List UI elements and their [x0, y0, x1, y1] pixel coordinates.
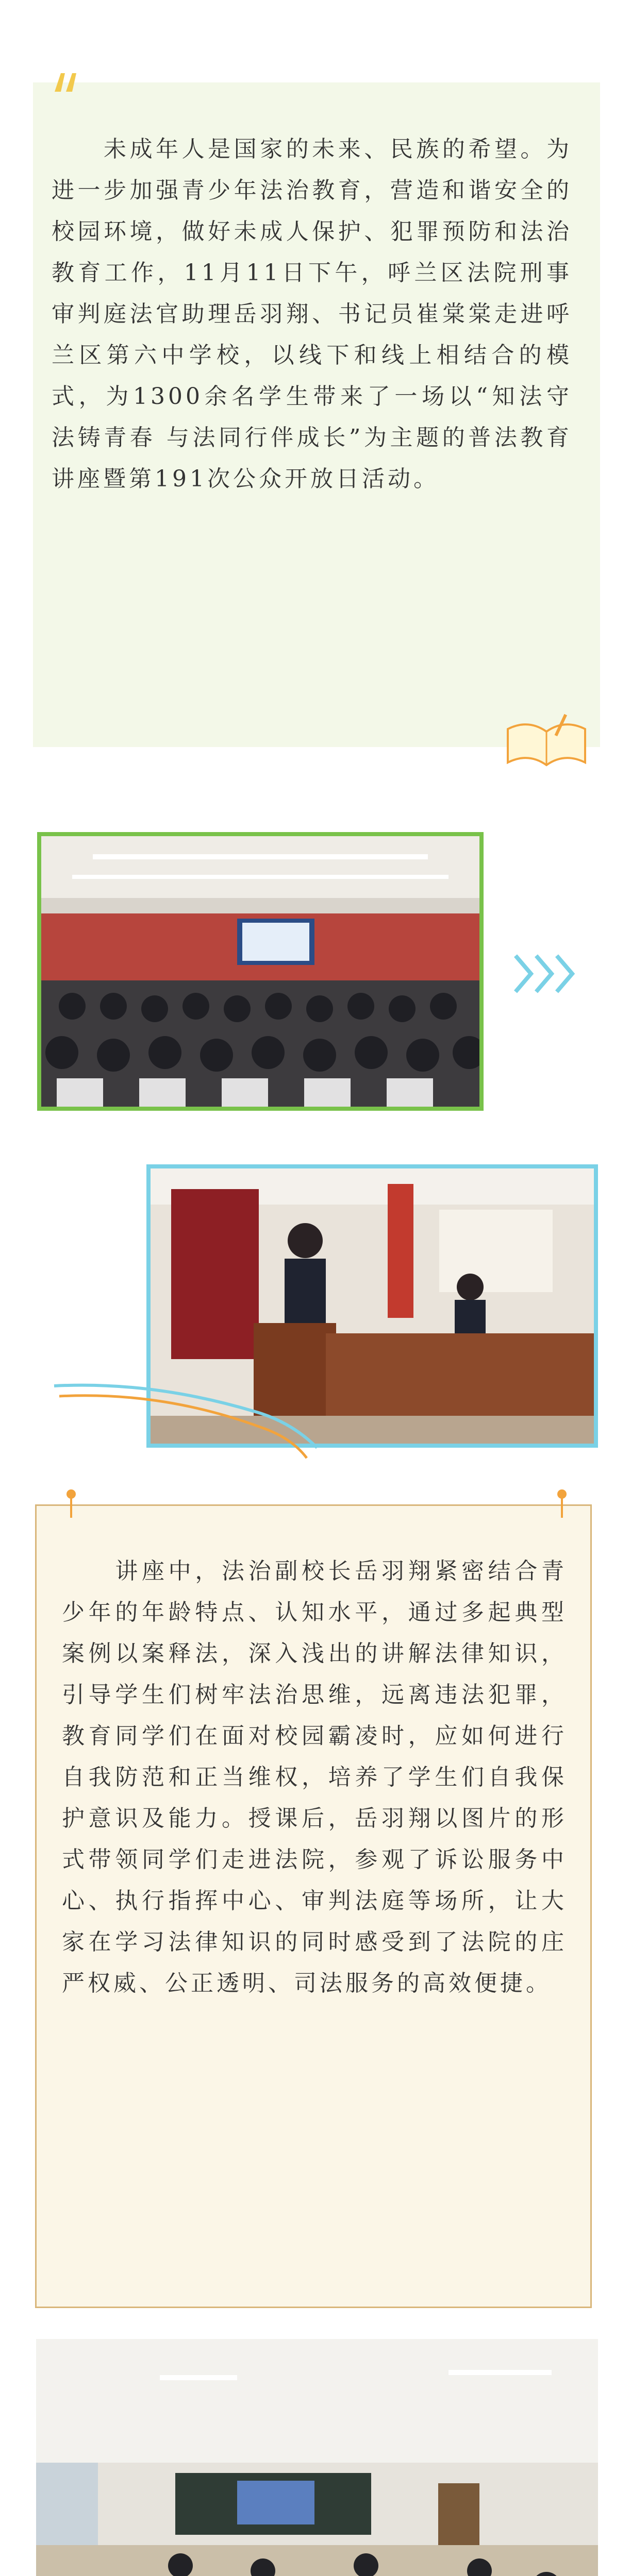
chevron-right-icon: [510, 951, 577, 997]
intro-paragraph: 未成年人是国家的未来、民族的希望。为进一步加强青少年法治教育，营造和谐安全的校园环境，做好未成人保护、犯罪预防和法治教育工作，11月11日下午，呼兰区法院刑事审判庭法官助理岳羽翔、书记员崔棠棠走进呼兰区第六中学校，以线下和线上相结合的模式，为1300余名学生带来了一场以“知法守法铸青春 与法同行伴成长”为主题的普法教育讲座暨第191次公众开放日活动。: [52, 136, 572, 492]
classroom-photo[interactable]: [36, 2339, 598, 2576]
quote-mark-icon: [52, 72, 79, 93]
open-book-icon: [503, 714, 590, 770]
pin-icon: [66, 1489, 76, 1518]
lecture-hall-photo: [41, 836, 479, 1107]
pin-icon: [557, 1489, 567, 1518]
decorative-swoosh: [49, 1370, 322, 1463]
lecture-paragraph: 讲座中，法治副校长岳羽翔紧密结合青少年的年龄特点、认知水平，通过多起典型案例以案释法，深入浅出的讲解法律知识，引导学生们树牢法治思维，远离违法犯罪，教育同学们在面对校园霸凌时，应如何进行自我防范和正当维权，培养了学生们自我保护意识及能力。授课后，岳羽翔以图片的形式带领同学们走进法院，参观了诉讼服务中心、执行指挥中心、审判法庭等场所，让大家在学习法律知识的同时感受到了法院的庄严权威、公正透明、司法服务的高效便捷。: [62, 1558, 567, 1996]
